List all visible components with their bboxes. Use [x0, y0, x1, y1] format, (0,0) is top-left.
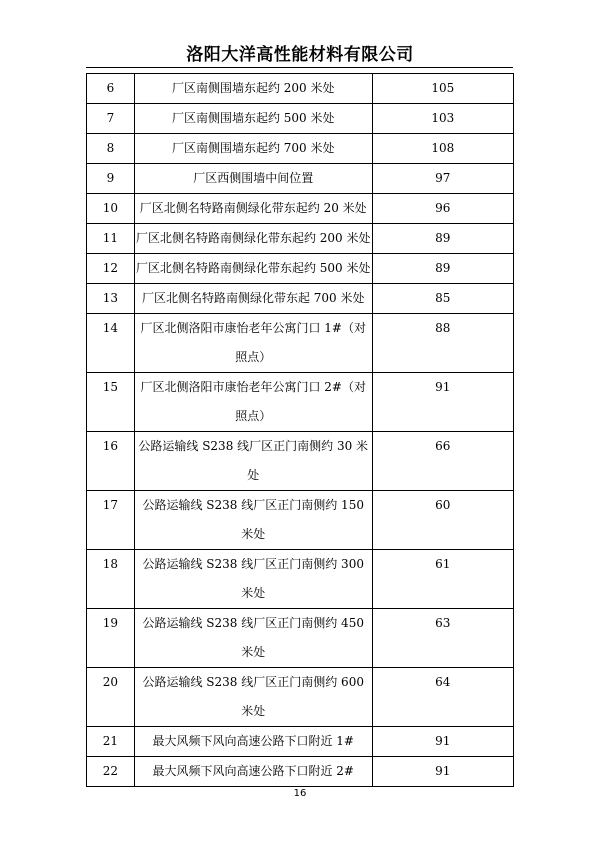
row-number: 11 [87, 224, 135, 254]
row-location: 厂区北侧名特路南侧绿化带东起 700 米处 [134, 284, 372, 314]
row-number: 6 [87, 74, 135, 104]
row-number: 8 [87, 134, 135, 164]
row-value: 91 [372, 727, 513, 757]
row-value: 105 [372, 74, 513, 104]
row-value: 85 [372, 284, 513, 314]
row-value: 88 [372, 314, 513, 373]
page-number: 16 [293, 788, 307, 799]
row-number: 15 [87, 373, 135, 432]
row-value: 103 [372, 104, 513, 134]
row-number: 16 [87, 432, 135, 491]
table-row [87, 74, 514, 104]
row-number: 20 [87, 668, 135, 727]
row-number: 19 [87, 609, 135, 668]
table-row [87, 194, 514, 224]
row-value: 63 [372, 609, 513, 668]
table-row [87, 609, 514, 668]
row-number: 14 [87, 314, 135, 373]
row-location: 公路运输线 S238 线厂区正门南侧约 30 米处 [134, 432, 372, 491]
table-row [87, 134, 514, 164]
row-value: 96 [372, 194, 513, 224]
row-number: 17 [87, 491, 135, 550]
row-value: 91 [372, 757, 513, 787]
row-number: 13 [87, 284, 135, 314]
row-location: 厂区西侧围墙中间位置 [134, 164, 372, 194]
row-number: 21 [87, 727, 135, 757]
row-number: 18 [87, 550, 135, 609]
row-location: 公路运输线 S238 线厂区正门南侧约 300 米处 [134, 550, 372, 609]
table-row [87, 432, 514, 491]
row-location: 厂区北侧洛阳市康怡老年公寓门口 2#（对照点） [134, 373, 372, 432]
row-location: 厂区南侧围墙东起约 500 米处 [134, 104, 372, 134]
row-location: 公路运输线 S238 线厂区正门南侧约 600 米处 [134, 668, 372, 727]
table-row [87, 668, 514, 727]
row-value: 64 [372, 668, 513, 727]
row-location: 厂区南侧围墙东起约 200 米处 [134, 74, 372, 104]
row-value: 60 [372, 491, 513, 550]
row-value: 66 [372, 432, 513, 491]
table-row [87, 757, 514, 787]
row-location: 厂区北侧洛阳市康怡老年公寓门口 1#（对照点） [134, 314, 372, 373]
row-location: 最大风频下风向高速公路下口附近 1# [134, 727, 372, 757]
table-row [87, 550, 514, 609]
row-number: 7 [87, 104, 135, 134]
table-row [87, 254, 514, 284]
table-row [87, 727, 514, 757]
row-location: 厂区北侧名特路南侧绿化带东起约 20 米处 [134, 194, 372, 224]
row-location: 厂区南侧围墙东起约 700 米处 [134, 134, 372, 164]
row-location: 厂区北侧名特路南侧绿化带东起约 200 米处 [134, 224, 372, 254]
table-row [87, 491, 514, 550]
table-row [87, 373, 514, 432]
row-location: 厂区北侧名特路南侧绿化带东起约 500 米处 [134, 254, 372, 284]
row-value: 89 [372, 224, 513, 254]
table-row [87, 284, 514, 314]
table-row [87, 164, 514, 194]
row-location: 公路运输线 S238 线厂区正门南侧约 150 米处 [134, 491, 372, 550]
row-location: 公路运输线 S238 线厂区正门南侧约 450 米处 [134, 609, 372, 668]
page-header-title: 洛阳大洋高性能材料有限公司 [186, 45, 414, 65]
row-value: 61 [372, 550, 513, 609]
header-rule [86, 67, 513, 68]
table-row [87, 104, 514, 134]
row-number: 22 [87, 757, 135, 787]
table-row [87, 224, 514, 254]
table-row [87, 314, 514, 373]
row-location: 最大风频下风向高速公路下口附近 2# [134, 757, 372, 787]
row-number: 10 [87, 194, 135, 224]
row-value: 97 [372, 164, 513, 194]
row-value: 91 [372, 373, 513, 432]
row-number: 9 [87, 164, 135, 194]
monitoring-table [86, 73, 514, 787]
row-value: 89 [372, 254, 513, 284]
row-number: 12 [87, 254, 135, 284]
row-value: 108 [372, 134, 513, 164]
